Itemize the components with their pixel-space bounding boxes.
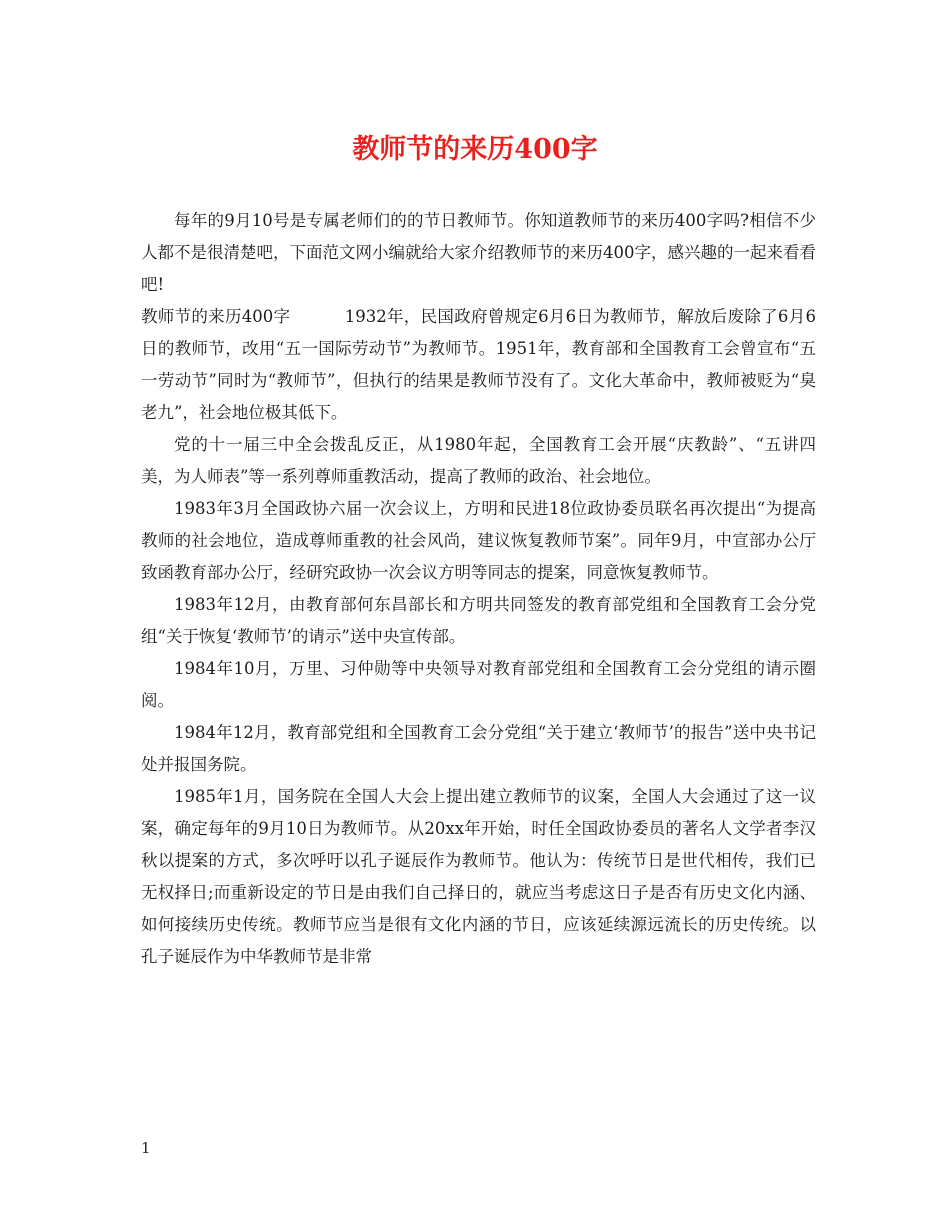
document-body bbox=[141, 205, 816, 973]
page-number: 1 bbox=[141, 1139, 151, 1157]
paragraph-1980: 党的十一届三中全会拨乱反正，从1980年起，全国教育工会开展“庆教龄”、“五讲四美，为人师表”等一系列尊师重教活动，提高了教师的政治、社会地位。 bbox=[141, 435, 816, 486]
section-label: 教师节的来历400字 bbox=[141, 307, 291, 326]
paragraph-1984-december: 1984年12月，教育部党组和全国教育工会分党组“关于建立‘教师节’的报告”送中央书记处并报国务院。 bbox=[141, 723, 816, 774]
paragraph-1983-march: 1983年3月全国政协六届一次会议上，方明和民进18位政协委员联名再次提出“为提高教师的社会地位，造成尊师重教的社会风尚，建议恢复教师节案”。同年9月，中宣部办公厅致函教育部办公厅，经研究政协一次会议方明等同志的提案，同意恢复教师节。 bbox=[141, 499, 816, 582]
paragraph-1984-october: 1984年10月，万里、习仲勋等中央领导对教育部党组和全国教育工会分党组的请示圈阅。 bbox=[141, 659, 816, 710]
history-paragraph bbox=[141, 301, 816, 429]
page-title: 教师节的来历400字 bbox=[352, 134, 598, 165]
paragraph-1985-january: 1985年1月，国务院在全国人大会上提出建立教师节的议案，全国人大会通过了这一议案，确定每年的9月10日为教师节。从20xx年开始，时任全国政协委员的著名人文学者李汉秋以提案的方式，多次呼吁以孔子诞辰作为教师节。他认为：传统节日是世代相传，我们已无权择日;而重新设定的节日是由我们自己择日的，就应当考虑这日子是否有历史文化内涵、如何接续历史传统。教师节应当是很有文化内涵的节日，应该延续源远流长的历史传统。以孔子诞辰作为中华教师节是非常 bbox=[141, 787, 816, 966]
paragraph-1983-december: 1983年12月，由教育部何东昌部长和方明共同签发的教育部党组和全国教育工会分党组“关于恢复‘教师节’的请示”送中央宣传部。 bbox=[141, 595, 816, 646]
history-paragraph-text: 1932年，民国政府曾规定6月6日为教师节，解放后废除了6月6日的教师节，改用“五一国际劳动节”为教师节。1951年，教育部和全国教育工会曾宣布“五一劳动节”同时为“教师节”，但执行的结果是教师节没有了。文化大革命中，教师被贬为“臭老九”，社会地位极其低下。 bbox=[141, 307, 816, 422]
intro-paragraph: 每年的9月10号是专属老师们的的节日教师节。你知道教师节的来历400字吗?相信不少人都不是很清楚吧，下面范文网小编就给大家介绍教师节的来历400字，感兴趣的一起来看看吧! bbox=[141, 211, 816, 294]
